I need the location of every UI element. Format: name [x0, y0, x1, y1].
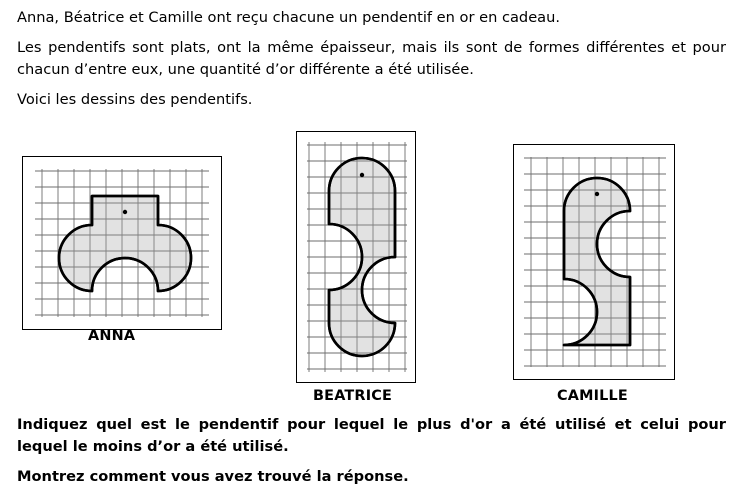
camille-grid-overlay	[524, 157, 666, 367]
question-line-2: Montrez comment vous avez trouvé la réponse.	[17, 468, 409, 485]
camille-figure	[513, 144, 675, 380]
intro-line-1: Anna, Béatrice et Camille ont reçu chacune un pendentif en or en cadeau.	[17, 9, 561, 26]
question-rest: pour lequel le plus d'or a été utilisé et celui pour lequel le moins d’or a été utilisé.	[17, 416, 726, 455]
intro-line-2: Les pendentifs sont plats, ont la même épaisseur, mais ils sont de formes différentes et pour chacun d’entre eux, une quantité d’or différente a été utilisée.	[17, 39, 726, 78]
question-line-1	[17, 414, 726, 458]
anna-figure	[22, 156, 222, 330]
beatrice-label: BEATRICE	[313, 388, 393, 404]
anna-hole	[123, 210, 127, 214]
camille-hole	[595, 192, 599, 196]
anna-pendant-drawing	[23, 157, 221, 329]
beatrice-pendant-drawing	[297, 132, 415, 382]
beatrice-hole	[360, 173, 364, 177]
camille-pendant-drawing	[514, 145, 674, 379]
intro-line-3: Voici les dessins des pendentifs.	[17, 91, 253, 108]
anna-label: ANNA	[88, 328, 136, 344]
camille-label: CAMILLE	[557, 388, 628, 404]
question-bold-part: Indiquez quel est le pendentif	[17, 416, 279, 433]
beatrice-figure	[296, 131, 416, 383]
